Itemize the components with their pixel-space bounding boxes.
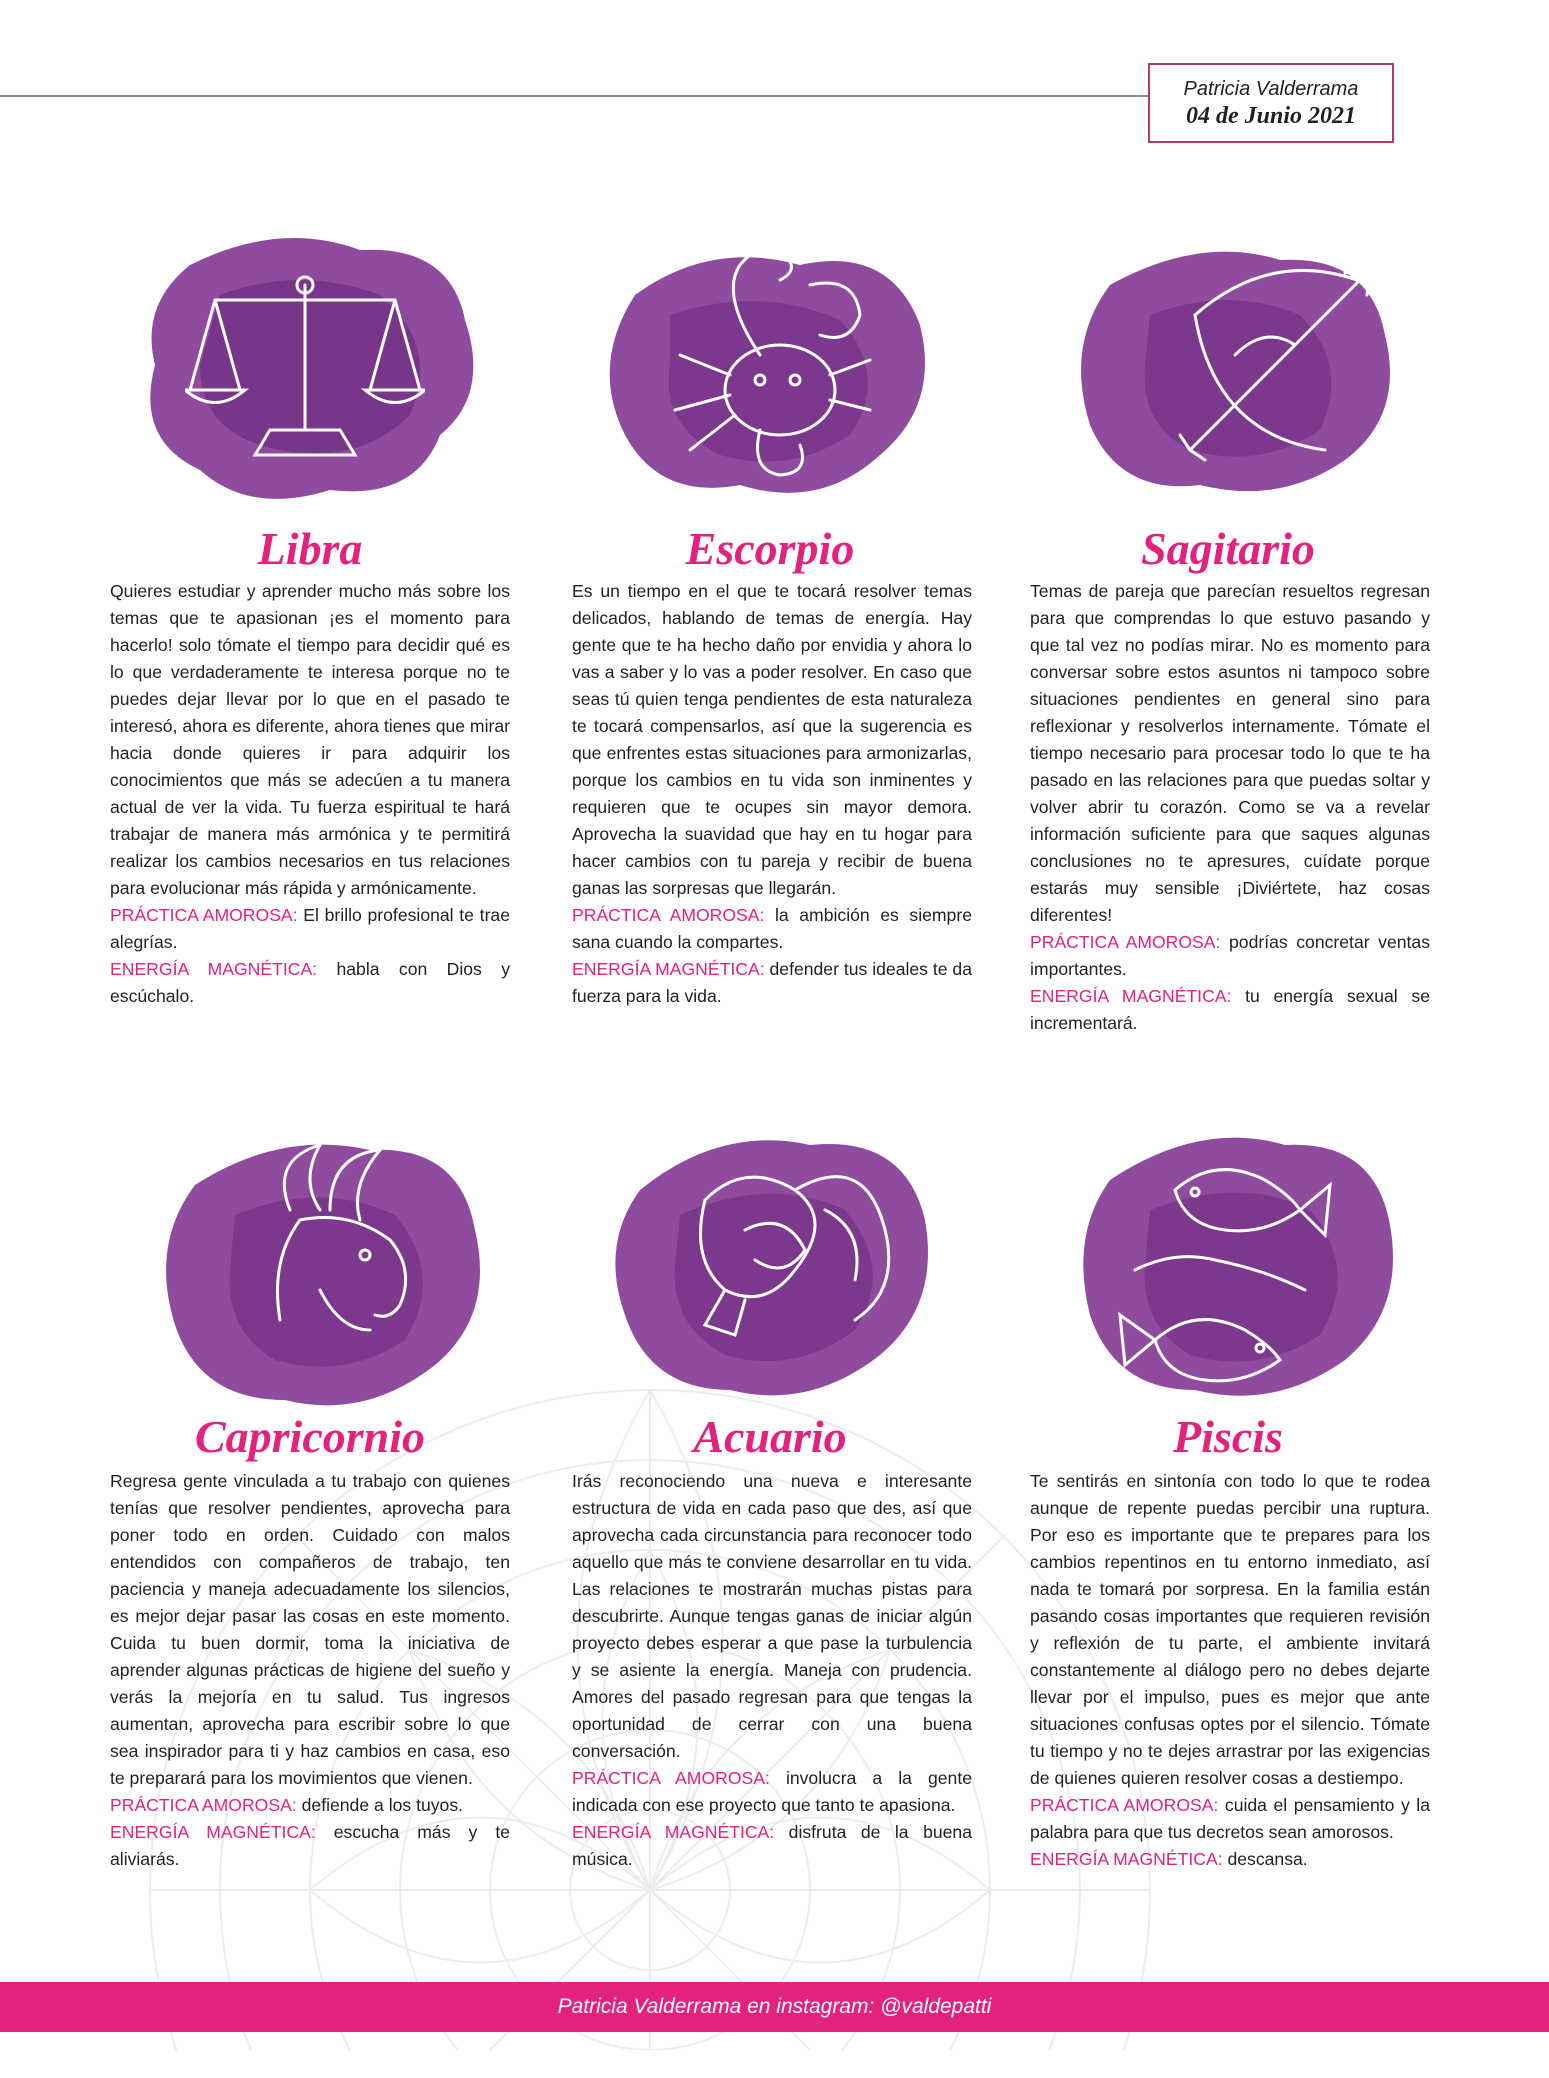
horoscope-text: Es un tiempo en el que te tocará resolver temas delicados, hablando de temas de energía. Hay gente que te ha hecho daño por envidia y ahora lo vas a saber y lo vas a poder resolver. En caso que seas tú quien tenga pendientes de esta naturaleza te tocará compensarlos, así que la sugerencia es que enfrentes estas situaciones para armonizarlas, porque los cambios en tu vida son inminentes y requieren que te ocupes sin mayor demora. Aprovecha la suavidad que hay en tu hogar para hacer cambios con tu pareja y recibir de buena ganas las sorpresas que llegarán.: [572, 581, 972, 898]
horoscope-text: Irás reconociendo una nueva e interesante estructura de vida en cada paso que des, así que aprovecha cada circunstancia para reconocer todo aquello que más te conviene desarrollar en tu vida. Las relaciones te mostrarán muchas pistas para descubrirte. Aunque tengas ganas de iniciar algún proyecto debes esperar a que pase la turbulencia y se asiente la energía. Maneja con prudencia. Amores del pasado regresan para que tengas la oportunidad de cerrar con una buena conversación.: [572, 1471, 972, 1761]
energy-label: ENERGÍA MAGNÉTICA:: [110, 959, 318, 979]
energy-text: habla con Dios y escúchalo.: [110, 959, 511, 1006]
energy-text: defender tus ideales te da fuerza para la vida.: [572, 959, 972, 1006]
love-text: defiende a los tuyos.: [301, 1795, 464, 1815]
love-label: PRÁCTICA AMOROSA:: [110, 905, 298, 925]
water-jar-icon: [685, 1150, 905, 1350]
energy-text: tu energía sexual se incrementará.: [1030, 986, 1430, 1033]
love-label: PRÁCTICA AMOROSA:: [572, 905, 765, 925]
fish-icon: [1115, 1150, 1335, 1390]
sign-description: [1030, 1468, 1430, 1873]
sign-description: [110, 1468, 510, 1873]
sign-title: Piscis: [1173, 1411, 1283, 1462]
horoscope-text: Temas de pareja que parecían resueltos regresan para que comprendas lo que estuvo pasando y que tal vez no podías mirar. No es momento para conversar sobre estos asuntos ni tampoco sobre situaciones pendientes en general sino para reflexionar y resolverlos internamente. Tómate el tiempo necesario para procesar todo lo que te ha pasado en las relaciones para que puedas soltar y volver abrir tu corazón. Como se va a revelar información suficiente para que saques algunas conclusiones no te apresures, cuídate porque estarás muy sensible ¡Diviértete, haz cosas diferentes!: [1030, 581, 1430, 925]
sign-title: Sagitario: [1141, 523, 1315, 574]
energy-label: ENERGÍA MAGNÉTICA:: [572, 1822, 775, 1842]
horoscope-text: Regresa gente vinculada a tu trabajo con quienes tenías que resolver pendientes, aprovecha para poner todo en orden. Cuidado con malos entendidos con compañeros de trabajo, ten paciencia y maneja adecuadamente los silencios, es mejor dejar pasar las cosas en este momento. Cuida tu buen dormir, toma la iniciativa de aprender algunas prácticas de higiene del sueño y verás la mejoría en tu salud. Tus ingresos aumentan, aprovecha para escribir sobre lo que sea inspirador para ti y haz cambios en casa, eso te preparará para los movimientos que vienen.: [110, 1471, 510, 1788]
goat-icon: [250, 1140, 420, 1340]
love-text: El brillo profesional te trae alegrías.: [110, 905, 510, 952]
sign-title: Libra: [257, 523, 363, 574]
energy-text: disfruta de la buena música.: [572, 1822, 972, 1869]
instagram-credit[interactable]: Patricia Valderrama en instagram: @valdepatti: [557, 1995, 992, 2018]
love-label: PRÁCTICA AMOROSA:: [110, 1795, 297, 1815]
sign-description: [110, 578, 510, 1010]
sign-title: Capricornio: [194, 1411, 426, 1462]
love-label: PRÁCTICA AMOROSA:: [572, 1768, 770, 1788]
horoscope-text: Quieres estudiar y aprender mucho más sobre los temas que te apasionan ¡es el momento para hacerlo! solo tómate el tiempo para decidir qué es lo que verdaderamente te interesa porque no te puedes dejar llevar por lo que en el pasado te interesó, ahora es diferente, ahora tienes que mirar hacia donde quieres ir para adquirir los conocimientos que más se adecúen a tu manera actual de ver la vida. Tu fuerza espiritual te hará trabajar de manera más armónica y te permitirá realizar los cambios necesarios en tus relaciones para evolucionar más rápida y armónicamente.: [110, 581, 511, 898]
energy-label: ENERGÍA MAGNÉTICA:: [1030, 986, 1232, 1006]
sign-title: Acuario: [693, 1411, 847, 1462]
love-label: PRÁCTICA AMOROSA:: [1030, 1795, 1219, 1815]
publish-date: 04 de Junio 2021: [1185, 103, 1356, 129]
sign-title: Escorpio: [685, 523, 855, 574]
sign-description: [1030, 578, 1430, 1037]
scales-icon: [185, 265, 425, 475]
sign-description: [572, 578, 972, 1010]
energy-text: escucha más y te aliviarás.: [110, 1822, 511, 1869]
scorpion-icon: [660, 235, 880, 485]
love-text: involucra a la gente indicada con ese proyecto que tanto te apasiona.: [572, 1768, 972, 1815]
energy-label: ENERGÍA MAGNÉTICA:: [110, 1822, 316, 1842]
author-name: Patricia Valderrama: [1183, 78, 1359, 100]
sign-description: [572, 1468, 972, 1873]
bow-arrow-icon: [1175, 255, 1385, 465]
header-rule: [0, 95, 1150, 97]
energy-text: descansa.: [1227, 1849, 1308, 1869]
footer-bar: [0, 1982, 1549, 2032]
love-text: cuida el pensamiento y la palabra para que tus decretos sean amorosos.: [1030, 1795, 1430, 1842]
love-text: podrías concretar ventas importantes.: [1030, 932, 1431, 979]
energy-label: ENERGÍA MAGNÉTICA:: [1030, 1849, 1223, 1869]
love-label: PRÁCTICA AMOROSA:: [1030, 932, 1221, 952]
header-box: [1148, 63, 1394, 143]
love-text: la ambición es siempre sana cuando la compartes.: [572, 905, 972, 952]
horoscope-text: Te sentirás en sintonía con todo lo que te rodea aunque de repente puedas percibir una ruptura. Por eso es importante que te prepares para los cambios repentinos en tu entorno inmediato, así nada te tomará por sorpresa. En la familia están pasando cosas importantes que requieren revisión y reflexión de tu parte, el ambiente invitará constantemente al diálogo pero no debes dejarte llevar por el impulso, pues es mejor que ante situaciones confusas optes por el silencio. Tómate tu tiempo y no te dejes arrastrar por las exigencias de quienes quieren resolver cosas a destiempo.: [1030, 1471, 1430, 1788]
energy-label: ENERGÍA MAGNÉTICA:: [572, 959, 765, 979]
